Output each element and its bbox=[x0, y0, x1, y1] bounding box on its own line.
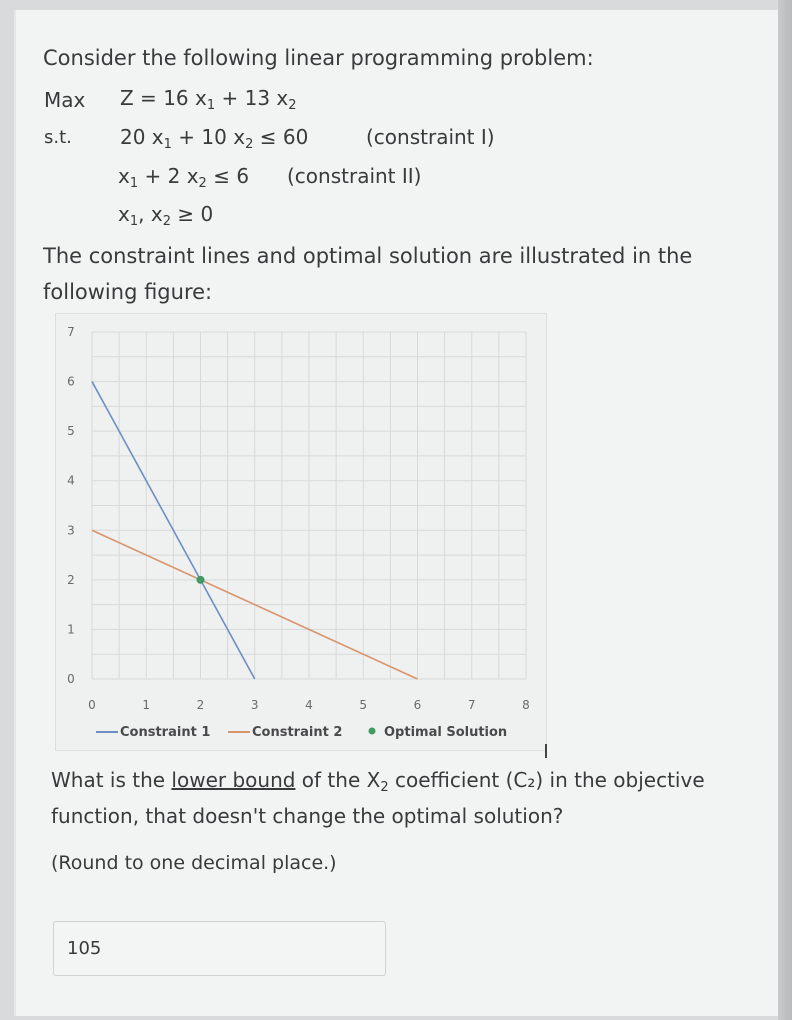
st-label: s.t. bbox=[44, 127, 72, 148]
objective-function: Z = 16 $x_1 + 13$ $x_2$ bbox=[120, 86, 297, 113]
constraint-2-expression: $x_1 + 2$ $x_2 \le 6$ bbox=[118, 164, 250, 191]
legend-label-2: Constraint 2 bbox=[252, 725, 343, 740]
answer-input[interactable]: 105 bbox=[53, 921, 386, 976]
legend-swatch-3 bbox=[369, 728, 376, 735]
chart-frame bbox=[55, 313, 547, 751]
x-tick-label: 7 bbox=[467, 698, 476, 712]
constraint-2-tag: (constraint II) bbox=[287, 164, 422, 188]
nonnegativity-constraint: $x_1$, $x_2 \ge 0$ bbox=[118, 202, 214, 229]
optimal-solution-point bbox=[197, 576, 205, 584]
constraint-1-expression: 20 $x_1 + 10$ $x_2 \le 60$ bbox=[120, 125, 309, 152]
constraint-1-tag: (constraint I) bbox=[366, 125, 495, 149]
y-tick-label: 4 bbox=[67, 473, 75, 488]
x-tick-label: 5 bbox=[359, 698, 368, 712]
question-text: What is the lower bound of the $X_2$ coefficient (C₂) in the objective function, that doesn't change the optimal solution? bbox=[51, 768, 705, 828]
y-tick-label: 7 bbox=[67, 325, 75, 339]
x-tick-label: 1 bbox=[142, 698, 151, 712]
text-cursor bbox=[545, 744, 547, 758]
page-edge bbox=[778, 0, 792, 1020]
x-tick-label: 6 bbox=[413, 698, 422, 712]
y-tick-label: 6 bbox=[67, 374, 75, 389]
rounding-instruction: (Round to one decimal place.) bbox=[51, 852, 337, 874]
y-tick-label: 2 bbox=[67, 572, 75, 587]
y-tick-label: 0 bbox=[67, 672, 75, 686]
max-label: Max bbox=[44, 88, 86, 112]
lp-chart bbox=[56, 314, 546, 750]
lower-bound-underlined: lower bound bbox=[171, 768, 296, 792]
x-tick-label: 8 bbox=[522, 698, 530, 712]
legend-label-3: Optimal Solution bbox=[384, 725, 508, 740]
legend-label-1: Constraint 1 bbox=[120, 725, 211, 740]
figure-description: The constraint lines and optimal solution are illustrated in the following figure: bbox=[43, 244, 693, 304]
y-tick-label: 1 bbox=[67, 622, 75, 637]
problem-intro: Consider the following linear programming problem: bbox=[43, 46, 594, 70]
x-tick-label: 0 bbox=[88, 698, 96, 712]
x-tick-label: 2 bbox=[196, 698, 205, 712]
x-tick-label: 3 bbox=[250, 698, 259, 712]
x-tick-label: 4 bbox=[305, 698, 313, 712]
y-tick-label: 5 bbox=[67, 424, 75, 439]
y-tick-label: 3 bbox=[67, 523, 75, 538]
